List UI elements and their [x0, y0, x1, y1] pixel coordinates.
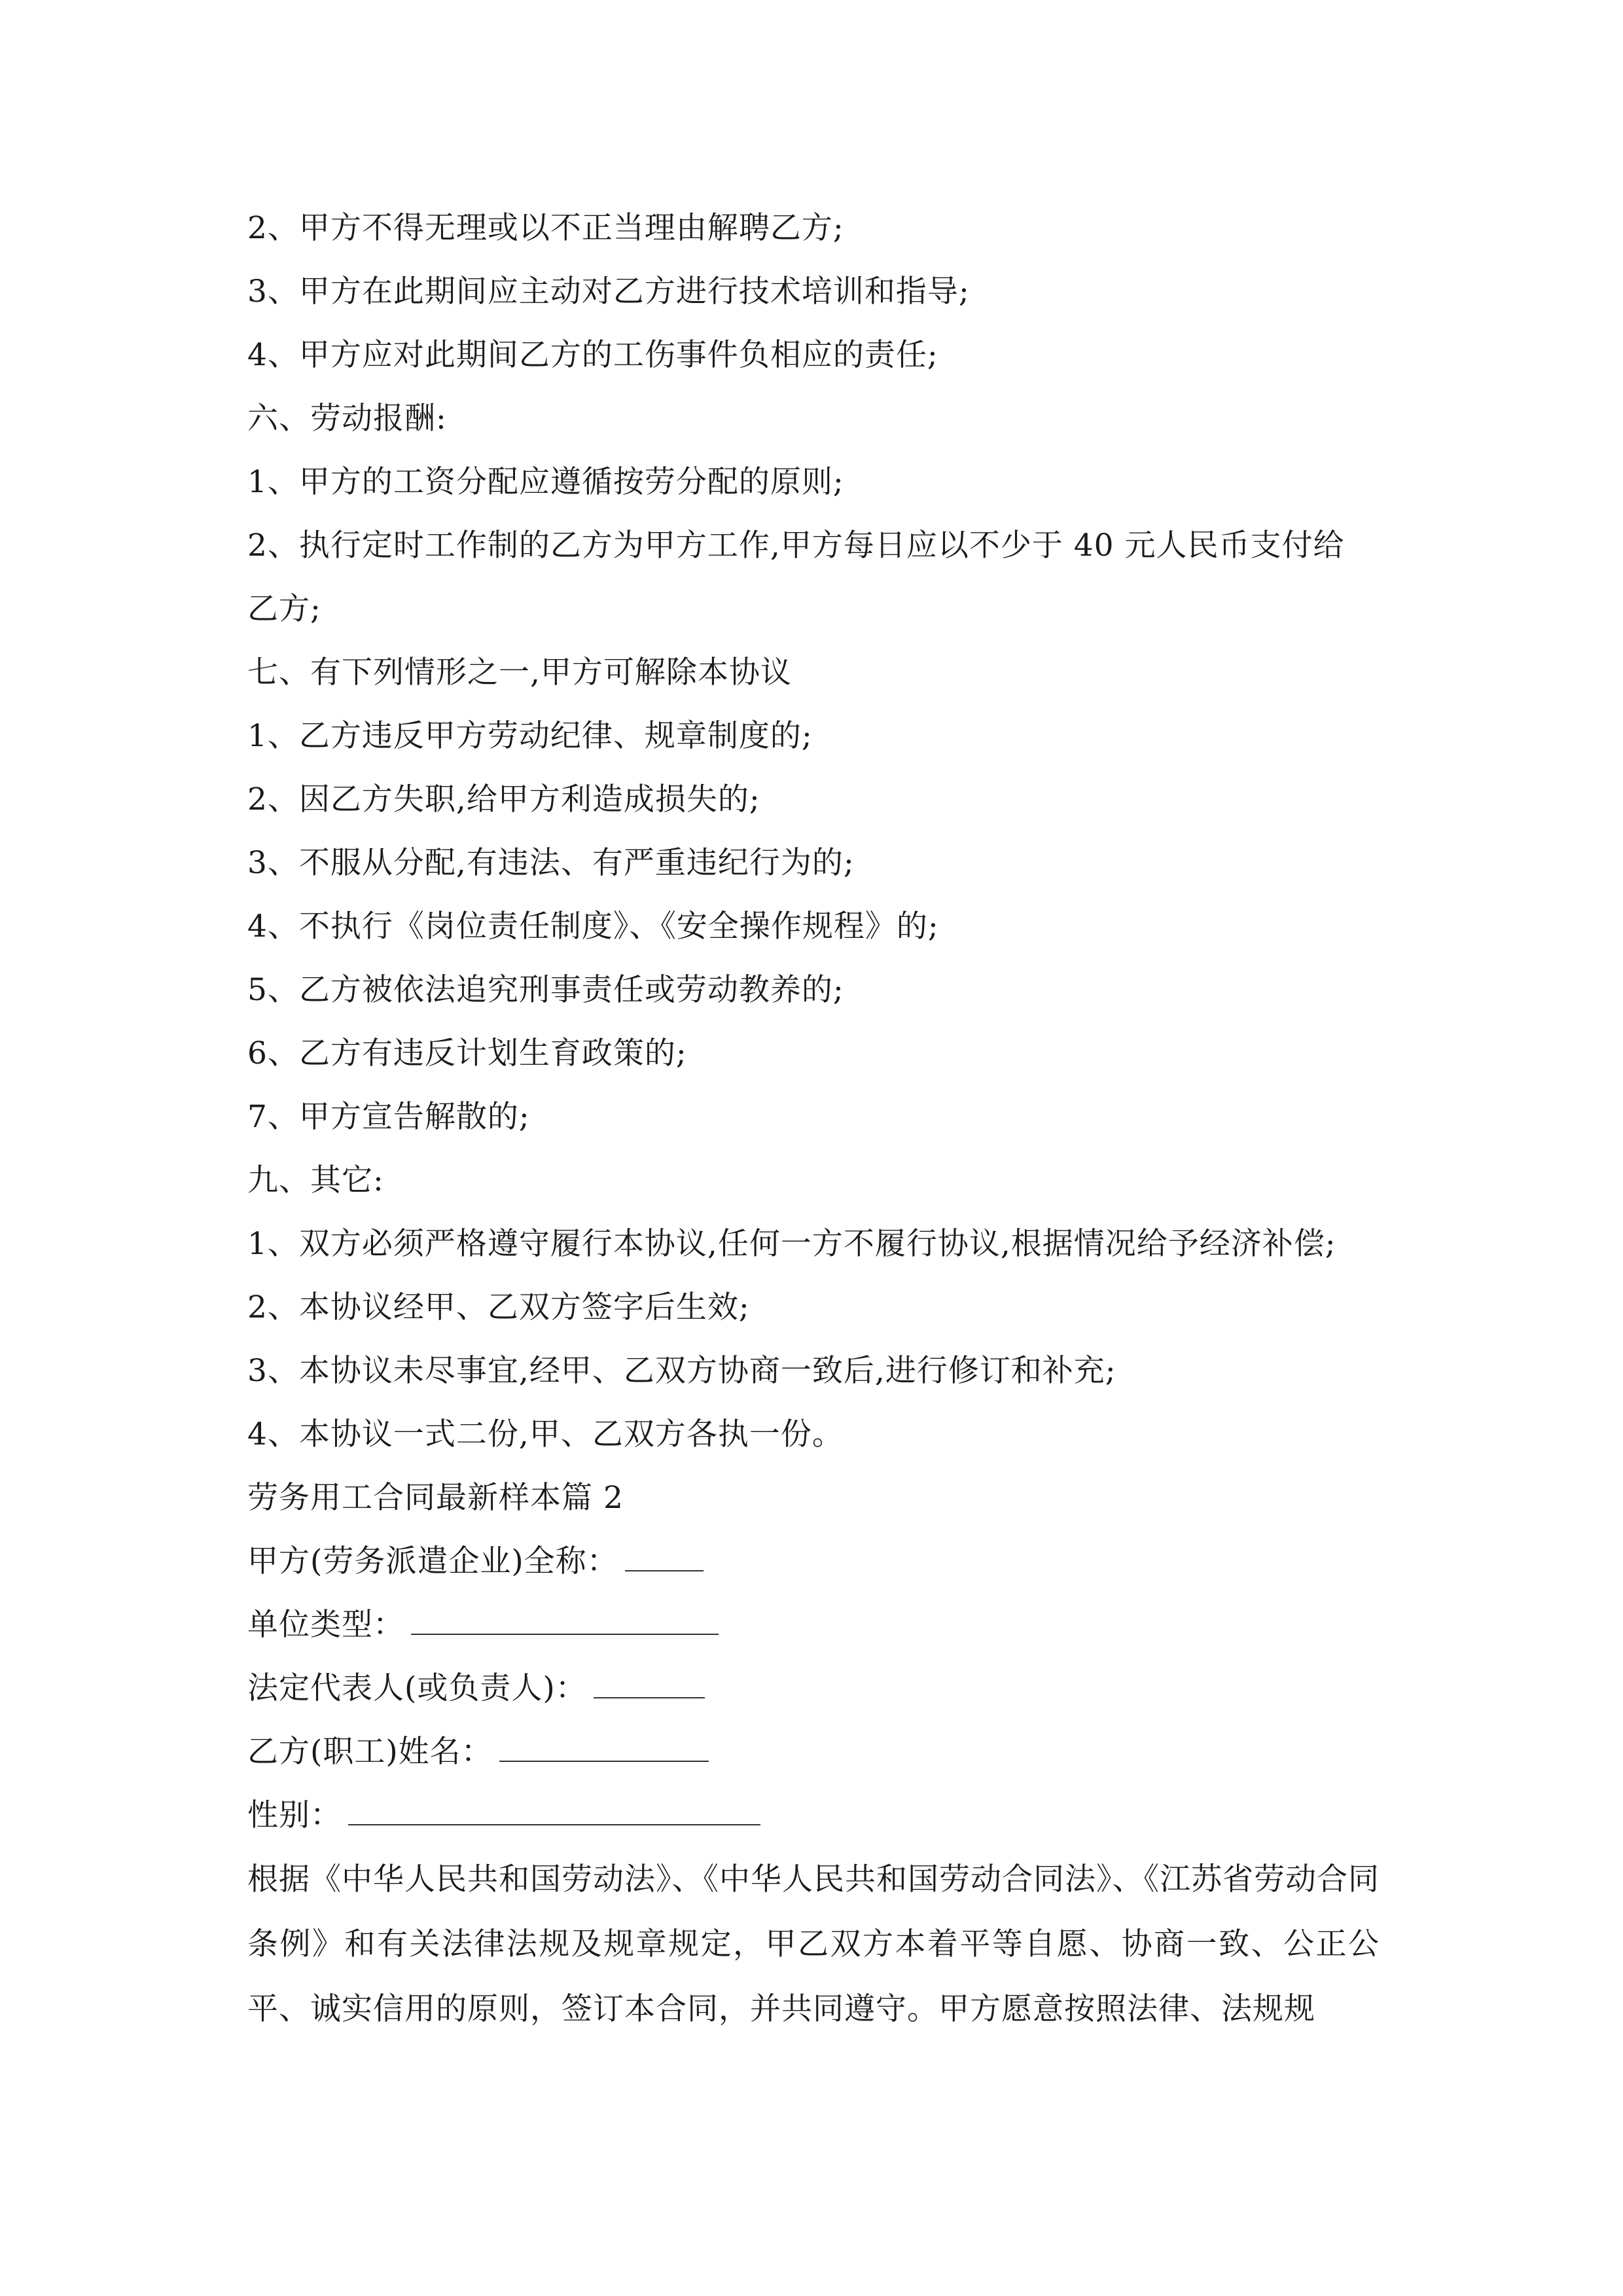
text-line: 2、本协议经甲、乙双方签字后生效;	[247, 1289, 750, 1325]
field-label: 单位类型：	[247, 1607, 404, 1643]
text-line: 2、甲方不得无理或以不正当理由解聘乙方;	[247, 210, 844, 246]
form-field-employee-name	[247, 1720, 1399, 1784]
fill-blank	[411, 1604, 719, 1635]
text-line: 2、执行定时工作制的乙方为甲方工作,甲方每日应以不少于 40 元人民币支付给	[247, 528, 1345, 564]
text-line: 3、甲方在此期间应主动对乙方进行技术培训和指导;	[247, 274, 970, 310]
field-label: 甲方(劳务派遣企业)全称：	[247, 1543, 618, 1579]
text-line: 4、不执行《岗位责任制度》、《安全操作规程》的;	[247, 908, 939, 944]
text-line: 5、乙方被依法追究刑事责任或劳动教养的;	[247, 972, 844, 1008]
form-field-gender	[247, 1784, 1399, 1847]
text-line: 乙方;	[247, 591, 321, 627]
text-line: 6、乙方有违反计划生育政策的;	[247, 1035, 687, 1071]
text-line: 2、因乙方失职,给甲方利造成损失的;	[247, 781, 760, 817]
form-field-company-name	[247, 1530, 1399, 1593]
body-paragraph: 根据《中华人民共和国劳动法》、《中华人民共和国劳动合同法》、《江苏省劳动合同条例》和有关法律法规及规章规定，甲乙双方本着平等自愿、协商一致、公正公平、诚实信用的原则，签订本合同，并共同遵守。甲方愿意按照法律、法规规	[247, 1861, 1380, 2027]
text-line: 4、甲方应对此期间乙方的工伤事件负相应的责任;	[247, 337, 938, 373]
text-line: 3、本协议未尽事宜,经甲、乙双方协商一致后,进行修订和补充;	[247, 1353, 1116, 1389]
fill-blank	[594, 1667, 705, 1698]
document-page	[247, 196, 1399, 2041]
text-line: 3、不服从分配,有违法、有严重违纪行为的;	[247, 845, 855, 881]
fill-blank	[348, 1794, 760, 1825]
text-line: 1、甲方的工资分配应遵循按劳分配的原则;	[247, 464, 844, 500]
fill-blank	[625, 1540, 704, 1571]
form-field-unit-type	[247, 1593, 1399, 1657]
text-line: 1、双方必须严格遵守履行本协议,任何一方不履行协议,根据情况给予经济补偿;	[247, 1226, 1336, 1262]
section-heading: 七、有下列情形之一,甲方可解除本协议	[247, 655, 792, 691]
field-label: 乙方(职工)姓名：	[247, 1734, 493, 1770]
form-field-legal-representative	[247, 1657, 1399, 1720]
text-line: 7、甲方宣告解散的;	[247, 1099, 530, 1135]
fill-blank	[499, 1731, 709, 1762]
text-line: 1、乙方违反甲方劳动纪律、规章制度的;	[247, 718, 813, 754]
field-label: 性别：	[247, 1797, 342, 1833]
text-line: 4、本协议一式二份,甲、乙双方各执一份。	[247, 1416, 844, 1452]
section-heading: 九、其它:	[247, 1162, 384, 1198]
document-subtitle: 劳务用工合同最新样本篇 2	[247, 1480, 624, 1516]
section-heading: 六、劳动报酬:	[247, 401, 447, 437]
field-label: 法定代表人(或负责人)：	[247, 1670, 587, 1706]
